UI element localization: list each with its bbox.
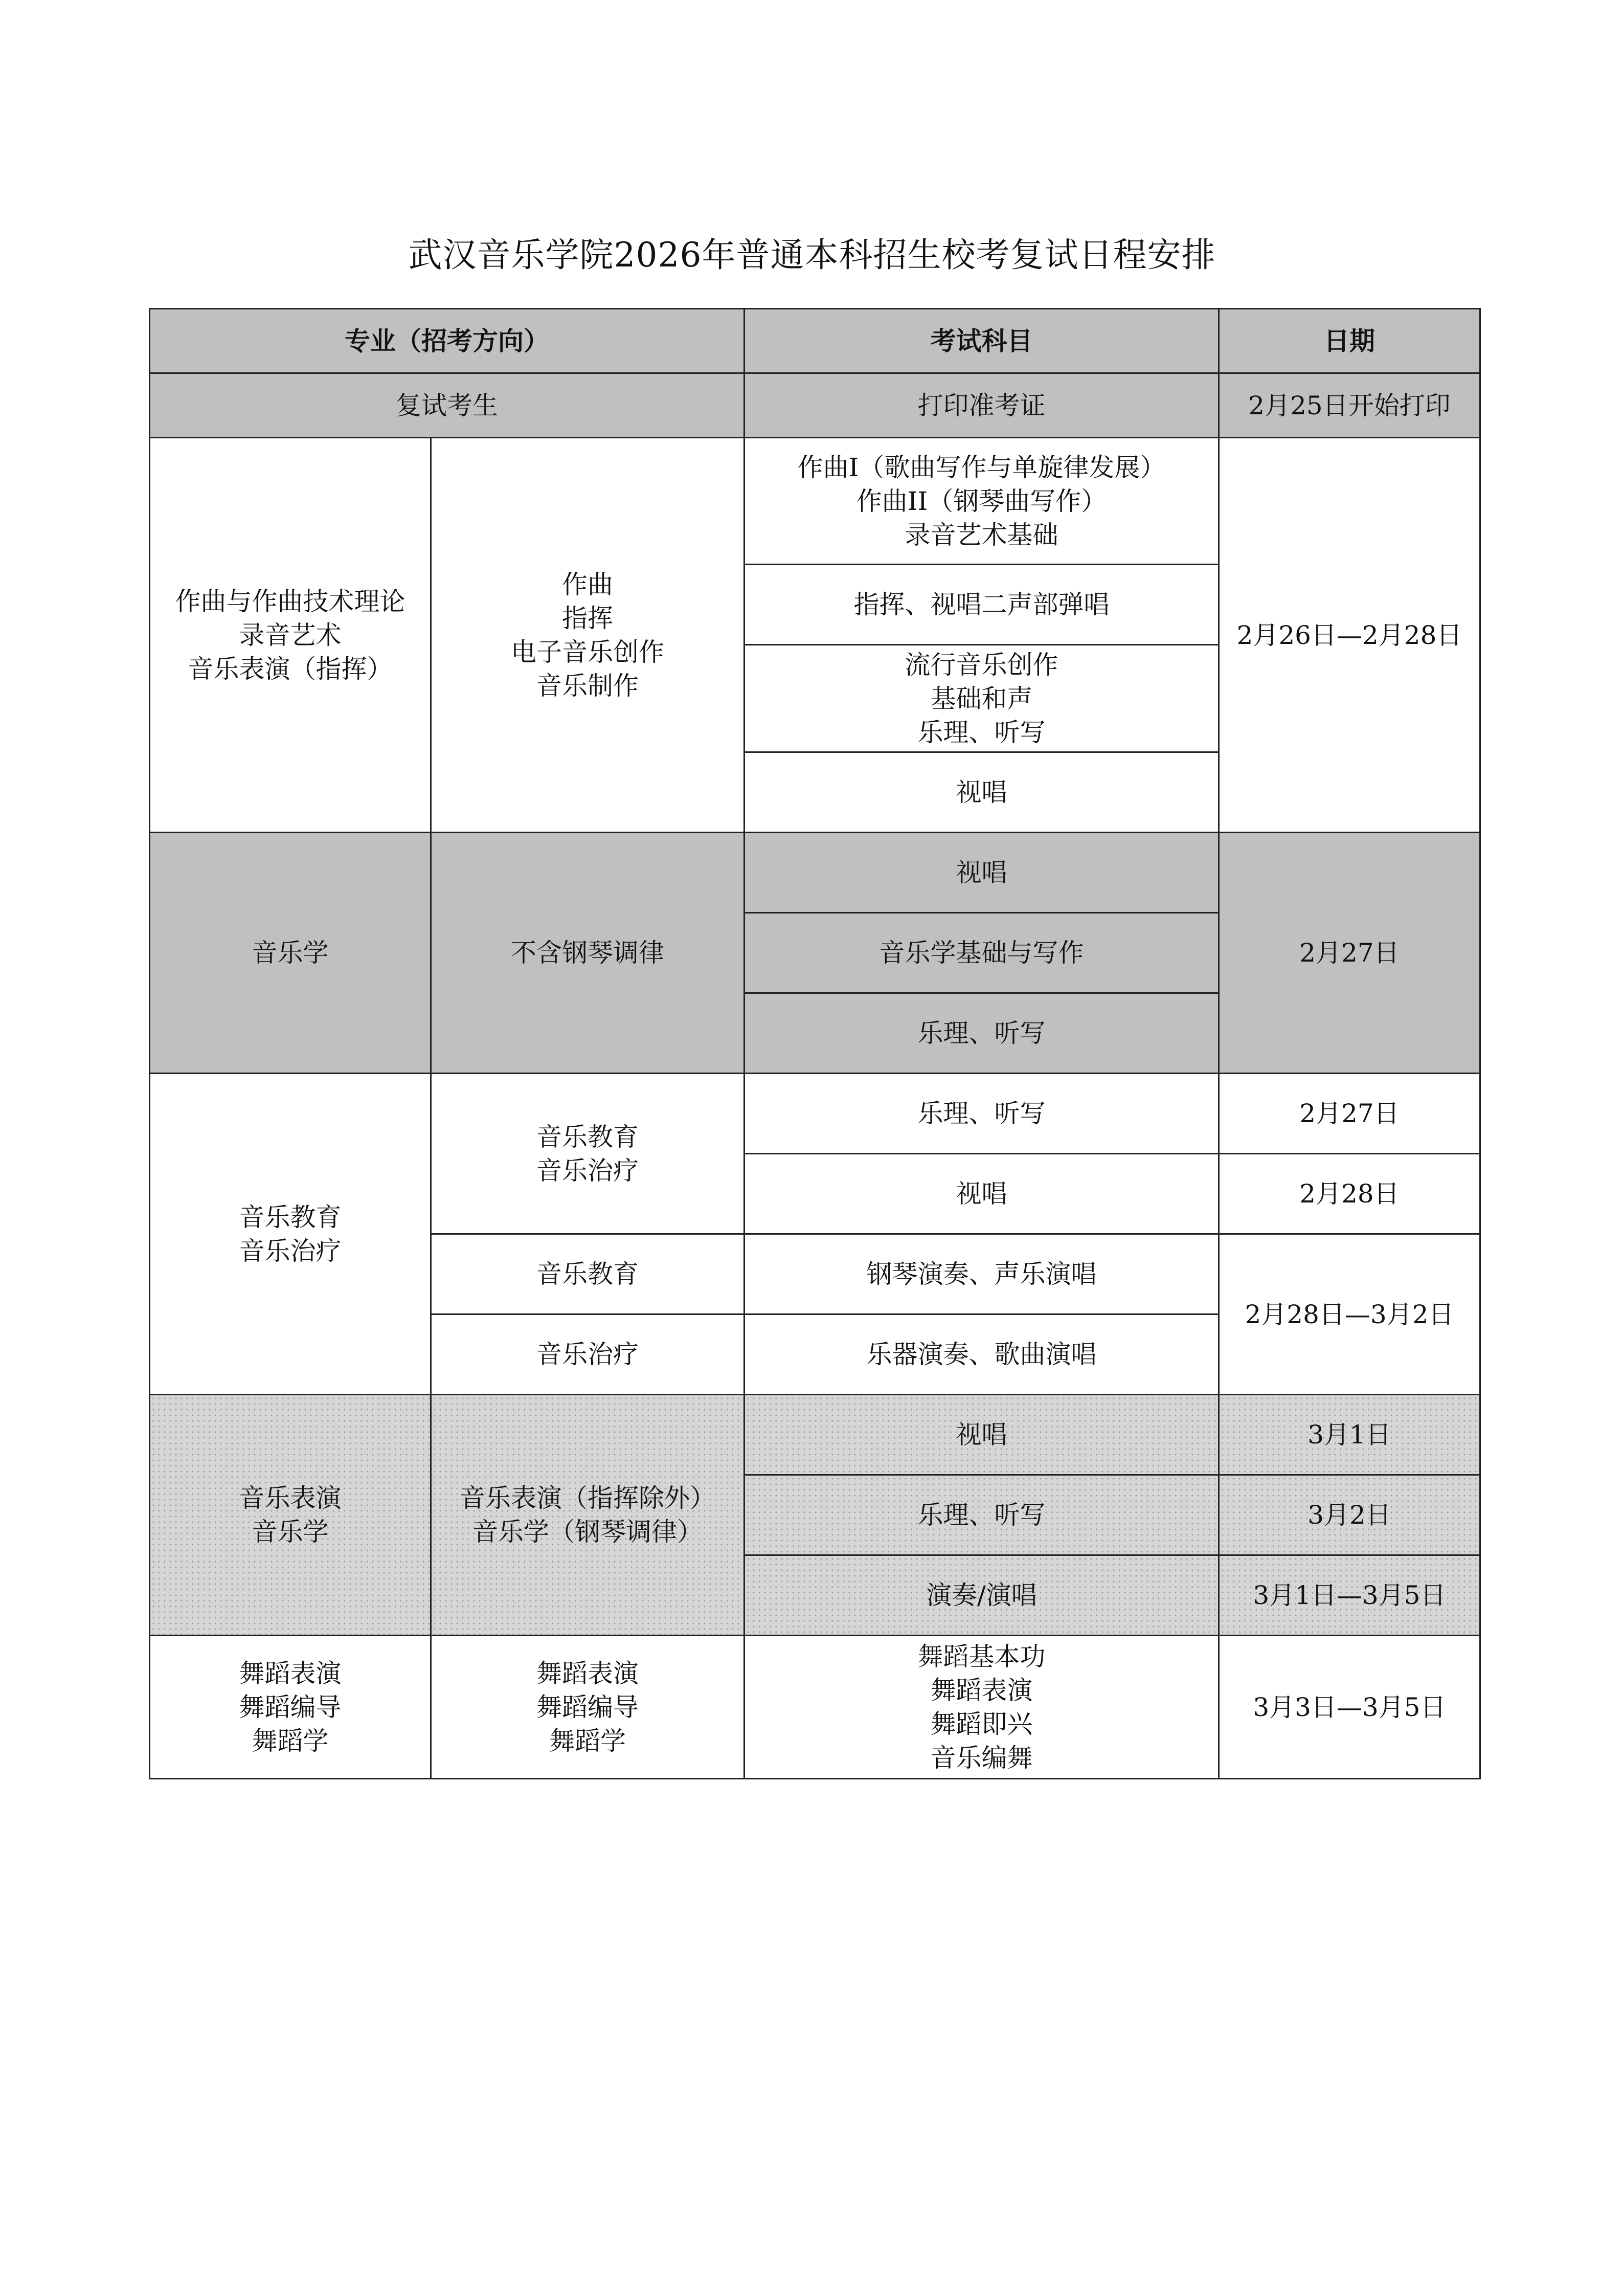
group5-major: [150, 1636, 431, 1779]
group5-direction-line: 舞蹈表演: [536, 1658, 639, 1688]
group3-subject: 钢琴演奏、声乐演唱: [745, 1234, 1219, 1314]
group1-subject-line: 基础和声: [930, 683, 1033, 714]
table-header-row: [150, 309, 1480, 373]
group1-direction-line: 作曲: [562, 569, 613, 599]
group3-date: 2月28日—3月2日: [1219, 1234, 1480, 1395]
header-subject: 考试科目: [745, 309, 1219, 373]
group2-date: 2月27日: [1219, 833, 1480, 1074]
group3-direction-b: 音乐教育: [431, 1234, 745, 1314]
table-row: [150, 1395, 1480, 1475]
group4-major-line: 音乐表演: [239, 1483, 342, 1513]
group4-direction-line: 音乐表演（指挥除外）: [460, 1483, 715, 1513]
group4-direction: [431, 1395, 745, 1636]
group4-subject: 演奏/演唱: [745, 1555, 1219, 1636]
group2-direction: 不含钢琴调律: [431, 833, 745, 1074]
group1-subject-line: 作曲I（歌曲写作与单旋律发展）: [797, 452, 1166, 482]
group1-subject-line: 录音艺术基础: [905, 520, 1058, 550]
group4-date: 3月1日: [1219, 1395, 1480, 1475]
group1-direction: [431, 438, 745, 833]
group1-subject-line: 流行音乐创作: [905, 650, 1058, 680]
group4-major: [150, 1395, 431, 1636]
group4-date: 3月1日—3月5日: [1219, 1555, 1480, 1636]
group2-major: 音乐学: [150, 833, 431, 1074]
table-row: [150, 833, 1480, 913]
group1-subject-line: 作曲II（钢琴曲写作）: [856, 486, 1107, 516]
group1-major-line: 录音艺术: [239, 620, 342, 650]
group5-major-line: 舞蹈编导: [239, 1692, 342, 1722]
group1-major-line: 作曲与作曲技术理论: [175, 586, 405, 616]
group4-subject: 视唱: [745, 1395, 1219, 1475]
group1-subject-line: 乐理、听写: [917, 717, 1046, 747]
table-row: [150, 1074, 1480, 1154]
group1-subject: [745, 645, 1219, 752]
group5-major-line: 舞蹈学: [252, 1726, 329, 1756]
group5-subject: [745, 1636, 1219, 1779]
group5-direction-line: 舞蹈编导: [536, 1692, 639, 1722]
header-date: 日期: [1219, 309, 1480, 373]
group3-date: 2月28日: [1219, 1154, 1480, 1234]
group1-subject: 指挥、视唱二声部弹唱: [745, 565, 1219, 645]
group3-date: 2月27日: [1219, 1074, 1480, 1154]
group1-subject: 视唱: [745, 752, 1219, 833]
group5-subject-line: 舞蹈表演: [930, 1675, 1033, 1705]
group5-subject-line: 舞蹈即兴: [930, 1709, 1033, 1739]
group1-date: 2月26日—2月28日: [1219, 438, 1480, 833]
print-date: 2月25日开始打印: [1219, 373, 1480, 438]
group5-major-line: 舞蹈表演: [239, 1658, 342, 1688]
group5-subject-line: 舞蹈基本功: [917, 1641, 1046, 1671]
group3-direction-c: 音乐治疗: [431, 1314, 745, 1395]
group1-direction-line: 电子音乐创作: [511, 637, 664, 667]
group3-direction-line: 音乐治疗: [536, 1155, 639, 1186]
group3-subject: 视唱: [745, 1154, 1219, 1234]
print-candidates: 复试考生: [150, 373, 745, 438]
schedule-table: [149, 308, 1481, 1779]
group3-major: [150, 1074, 431, 1395]
group5-subject-line: 音乐编舞: [930, 1743, 1033, 1773]
group3-major-line: 音乐治疗: [239, 1236, 342, 1266]
table-row: [150, 1636, 1480, 1779]
group3-direction-line: 音乐教育: [536, 1122, 639, 1152]
group1-major-line: 音乐表演（指挥）: [188, 654, 393, 684]
group3-major-line: 音乐教育: [239, 1202, 342, 1232]
group2-subject: 乐理、听写: [745, 993, 1219, 1074]
group3-subject: 乐器演奏、歌曲演唱: [745, 1314, 1219, 1395]
group4-direction-line: 音乐学（钢琴调律）: [472, 1517, 703, 1547]
table-row: [150, 438, 1480, 565]
group5-direction: [431, 1636, 745, 1779]
page-title: 武汉音乐学院2026年普通本科招生校考复试日程安排: [408, 235, 1216, 275]
group5-direction-line: 舞蹈学: [549, 1726, 626, 1756]
group3-subject: 乐理、听写: [745, 1074, 1219, 1154]
group4-major-line: 音乐学: [252, 1517, 329, 1547]
group4-date: 3月2日: [1219, 1475, 1480, 1555]
group2-subject: 音乐学基础与写作: [745, 913, 1219, 993]
group1-major: [150, 438, 431, 833]
table-row: [150, 373, 1480, 438]
group1-direction-line: 音乐制作: [536, 671, 639, 701]
group1-subject: [745, 438, 1219, 565]
print-subject: 打印准考证: [745, 373, 1219, 438]
group5-date: 3月3日—3月5日: [1219, 1636, 1480, 1779]
header-major: 专业（招考方向）: [150, 309, 745, 373]
group1-direction-line: 指挥: [562, 603, 613, 633]
group2-subject: 视唱: [745, 833, 1219, 913]
group4-subject: 乐理、听写: [745, 1475, 1219, 1555]
group3-direction-a: [431, 1074, 745, 1234]
